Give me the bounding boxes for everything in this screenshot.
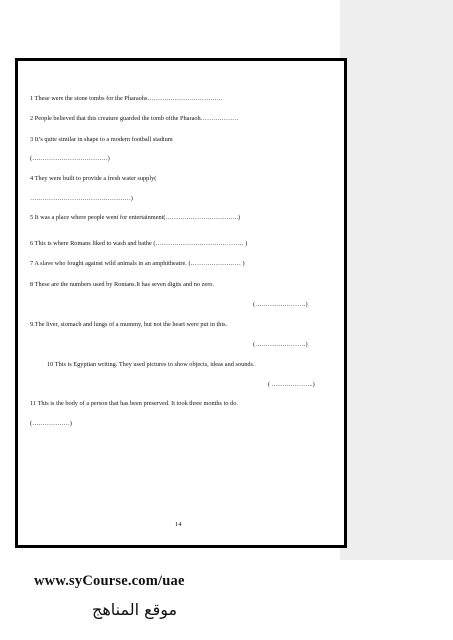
question-6: 6 This is where Romans liked to wash and bathe (…………………………………… ) — [30, 240, 248, 247]
answer-blank-11: (………………) — [30, 420, 72, 427]
page-number: 14 — [175, 521, 182, 528]
answer-blank-9: (……………………) — [253, 341, 308, 348]
question-8: 8 These are the numbers used by Romans.It has seven digits and no zero. — [30, 281, 215, 288]
question-11: 11 This is the body of a person that has been preserved. It took three months to do. — [30, 400, 238, 407]
answer-blank-4: …………………………………………) — [30, 195, 133, 202]
answer-blank-8: (……………………) — [253, 301, 308, 308]
question-7: 7 A slave who fought against wild animals in an amphitheatre. (…………………… ) — [30, 260, 245, 267]
question-3: 3 It’s quite similar in shape to a modern football stadium — [30, 136, 173, 143]
footer-arabic-label: موقع المناهج — [92, 600, 178, 619]
side-panel — [340, 0, 453, 560]
question-4: 4 They were built to provide a fresh water supply( — [30, 175, 157, 182]
question-10: 10 This is Egyptian writing. They used pictures to show objects, ideas and sounds. — [47, 361, 255, 368]
answer-blank-3: (………………………………) — [30, 155, 110, 162]
question-9: 9.The liver, stomach and lungs of a mummy, but not the heart were put in this. — [30, 321, 228, 328]
footer-url: www.syCourse.com/uae — [34, 573, 185, 589]
question-1: 1 These were the stone tombs for the Pharaohs……………………………… — [30, 95, 223, 102]
answer-blank-10: ( ………………..) — [268, 381, 315, 388]
question-2: 2 People believed that this creature guarded the tomb ofthe Pharaoh……………… — [30, 115, 239, 122]
question-5: 5 It was a place where people went for entertainment(……………………………..) — [30, 214, 241, 221]
